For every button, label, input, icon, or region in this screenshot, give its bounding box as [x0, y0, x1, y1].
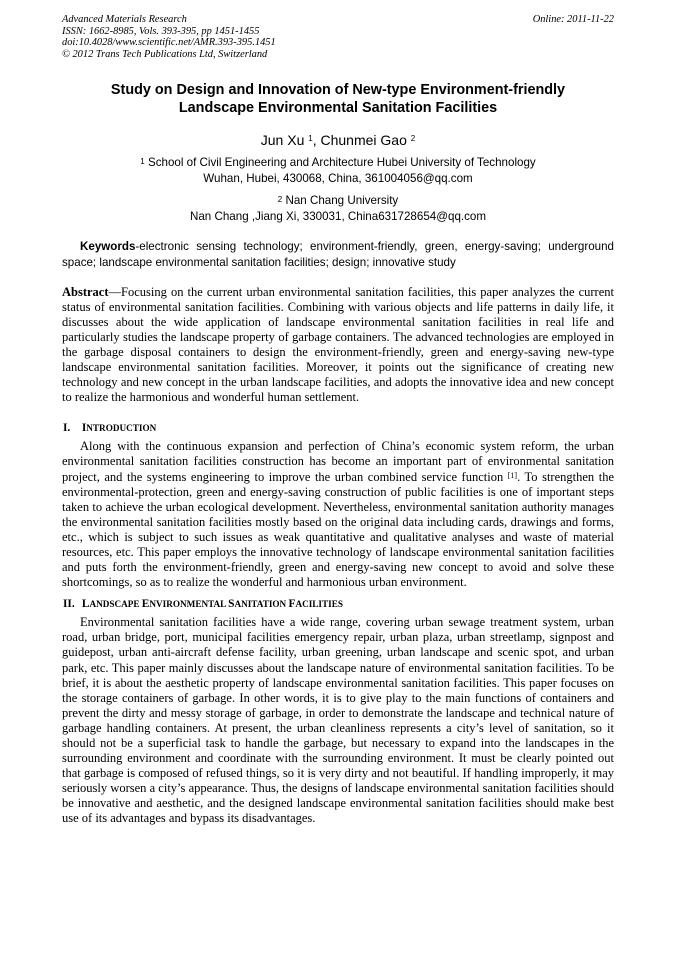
affiliation-2-mark: 2 — [277, 195, 283, 205]
paper-page — [62, 14, 614, 827]
issn-line: ISSN: 1662-8985, Vols. 393-395, pp 1451-1455 — [62, 25, 260, 37]
copyright-line: © 2012 Trans Tech Publications Ltd, Switzerland — [62, 48, 268, 60]
author-separator: , — [312, 132, 321, 149]
section-1-paragraph: Along with the continuous expansion and perfection of China’s economic system reform, the urban environmental sanitation facilities construction has become an important part of environmental sanitation project, and the systems engineering to improve the urban combined service function [1]. To strengthen the environmental-protection, green and energy-saving construction of public facilities is one of important steps taken to achieve the urban ecological development. Nevertheless, environmental sanitation authority manages the environmental sanitation facilities mostly based on the original data including cards, drawings and forms, etc., which is subject to such issues as weak quantitative and qualitative analyses and waste of material resources, etc. This paper employs the innovative technology of landscape environmental sanitation facilities and puts forth the environment-friendly, green and energy-saving new concept to avoid and solve these shortcomings, so as to realize the wonderful and harmonious urban environment. — [62, 439, 614, 590]
affiliation-2-address: Nan Chang ,Jiang Xi, 330031, China631728654@qq.com — [189, 209, 487, 223]
affiliation-1-institution: School of Civil Engineering and Architecture Hubei University of Technology — [147, 156, 536, 170]
section-2-paragraph: Environmental sanitation facilities have a wide range, covering urban sewage treatment system, urban road, urban bridge, port, municipal facilities emergency repair, urban plaza, urban streetlamp, signpost and guidepost, urban anti-aircraft defense facility, urban greening, urban landscape and scenic spot, and urban park, etc. This paper mainly discusses about the landscape nature of environmental sanitation facilities. To be brief, it is about the aesthetic property of landscape environmental sanitation facilities. This paper focuses on the storage containers of garbage. In other words, it is to give play to the main functions of containers and prevent the dirty and messy storage of garbage, in order to demonstrate the landscape and technical nature of garbage handling containers. At present, the urban cleanliness represents a city’s level of sanitation, so it should not be a superficial task to handle the garbage, but necessary to expand into the landscapes in the surrounding environment and coordinate with the surrounding environment. It must be clearly pointed out that garbage is composed of refused things, so it is very dirty and not beautiful. If handling improperly, it may seriously worsen a city’s appearance. Thus, the designs of landscape environmental sanitation facilities should be innovative and aesthetic, and the designed landscape environmental sanitation facilities should make best use of its advantages and bypass its disadvantages. — [62, 615, 614, 826]
author-2: Chunmei Gao — [320, 132, 407, 149]
title-line-1: Study on Design and Innovation of New-type Environment-friendly — [110, 82, 566, 99]
affiliation-1-mark: 1 — [140, 157, 145, 167]
affiliation-1-address: Wuhan, Hubei, 430068, China, 361004056@qq.com — [203, 171, 473, 185]
affiliation-2-institution: Nan Chang University — [285, 194, 399, 208]
journal-header — [62, 14, 614, 60]
keywords-label: Keywords — [80, 240, 136, 254]
abstract — [62, 285, 614, 406]
doi-line: doi:10.4028/www.scientific.net/AMR.393-395.1451 — [62, 37, 276, 49]
author-1-affiliation-mark: 1 — [308, 134, 313, 144]
paper-title — [62, 81, 614, 117]
author-2-affiliation-mark: 2 — [410, 134, 416, 144]
keywords-text: -electronic sensing technology; environment-friendly, green, energy-saving; underground space; landscape environmental sanitation facilities; design; innovative study — [62, 240, 614, 269]
author-list — [62, 131, 614, 149]
abstract-label: Abstract — [62, 284, 109, 299]
online-date: Online: 2011-11-22 — [532, 14, 614, 25]
affiliation-1 — [62, 155, 614, 186]
journal-name: Advanced Materials Research — [62, 14, 187, 25]
keywords — [62, 239, 614, 270]
section-2-heading: II. LANDSCAPE ENVIRONMENTAL SANITATION FACILITIES — [63, 598, 343, 611]
citation-1: [1] — [507, 470, 518, 480]
author-1: Jun Xu — [260, 132, 305, 149]
affiliation-2 — [62, 193, 614, 224]
section-1-number: I. — [63, 422, 71, 435]
section-1-heading: I. INTRODUCTION — [63, 422, 157, 435]
abstract-text: —Focusing on the current urban environmental sanitation facilities, this paper analyzes the current status of environmental sanitation facilities. Combining with various objects and life patterns in daily life, it discusses about the wide application of landscape environmental sanitation facilities in real life and particularly studies the landscape property of garbage containers. The advanced technologies are employed in the garbage disposal containers to design the environment-friendly, green and energy-saving new-type landscape environmental sanitation facilities. Moreover, it points out the significance of creating new technology and new concept in the urban landscape facilities, and adopts the innovative idea and new concept to realize the harmonious and wonderful human settlement. — [62, 284, 614, 405]
section-2-number: II. — [63, 598, 75, 611]
title-line-2: Landscape Environmental Sanitation Facilities — [178, 100, 498, 117]
